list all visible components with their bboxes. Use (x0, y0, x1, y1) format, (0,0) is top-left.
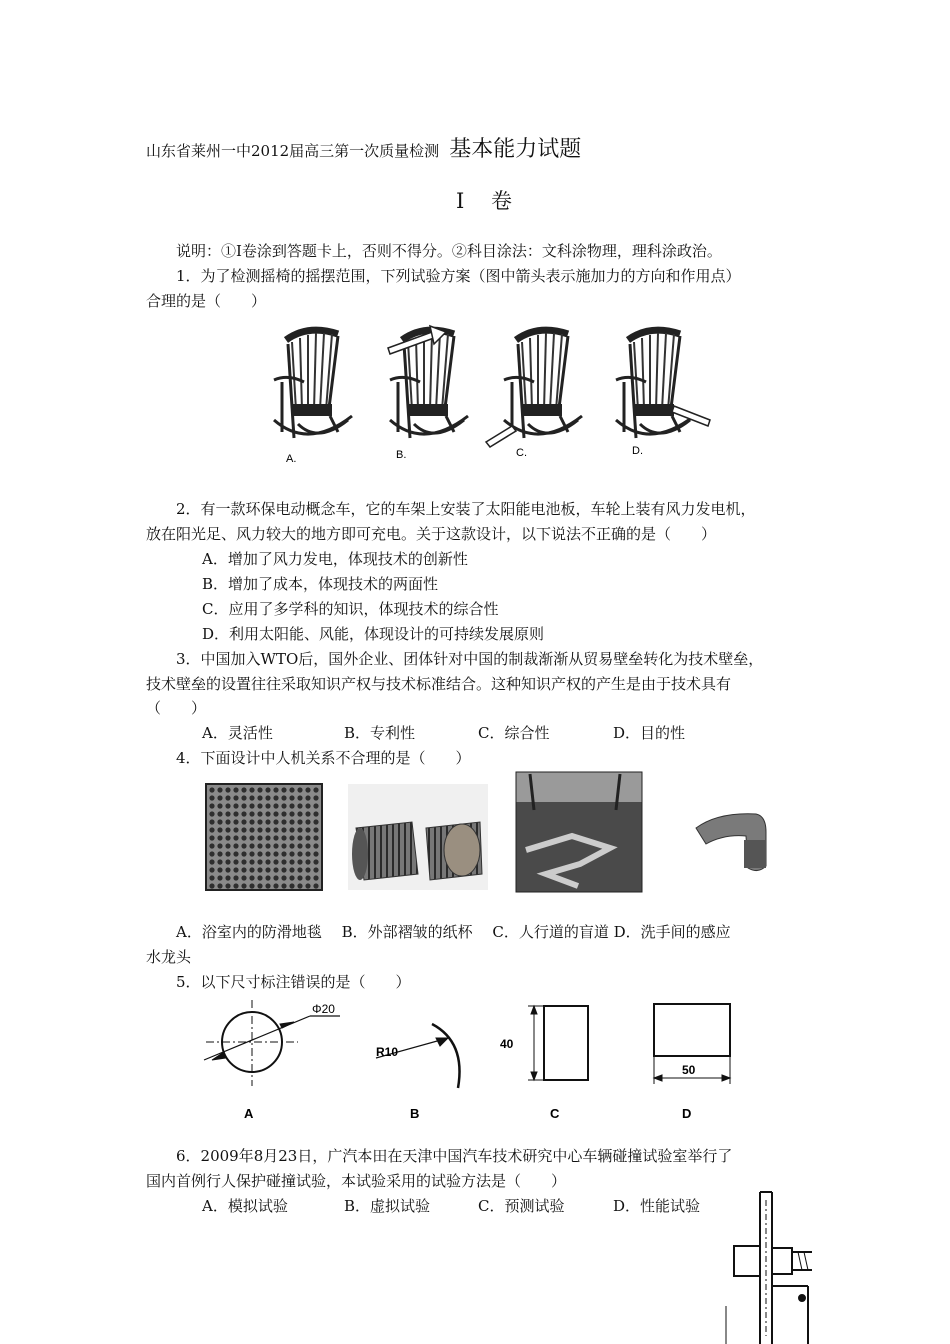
dim-c-text: 40 (500, 1037, 514, 1051)
photo-antislip-mat (206, 784, 322, 890)
chair-label-b: B. (396, 449, 407, 461)
force-arrow-c (486, 426, 516, 447)
dim-d-text: 50 (682, 1063, 696, 1077)
exam-header (146, 137, 582, 162)
force-arrow-d (672, 406, 710, 426)
dim-a-text: Φ20 (312, 1002, 335, 1016)
dim-label-d: D (682, 1106, 692, 1121)
rocking-chair-figure (262, 312, 722, 472)
dim-label-c: C (550, 1106, 560, 1121)
q2-option-c: C．应用了多学科的知识，体现技术的综合性 (202, 600, 499, 618)
q5-text-line1: 5．以下尺寸标注错误的是（ ） (176, 973, 411, 991)
design-photos (200, 770, 800, 898)
q3-option-b: B．专利性 (344, 724, 416, 742)
q6-option-c: C．预测试验 (478, 1197, 565, 1215)
q2-option-b: B．增加了成本，体现技术的两面性 (202, 575, 439, 593)
q3-text-line1: 3．中国加入WTO后，国外企业、团体针对中国的制裁渐渐从贸易壁垒转化为技术壁垒， (176, 650, 764, 668)
q6-text-line1: 6．2009年8月23日，广汽本田在天津中国汽车技术研究中心车辆碰撞试验室举行了 (176, 1147, 733, 1165)
q6-option-b: B．虚拟试验 (344, 1197, 431, 1215)
dim-b-text: R10 (376, 1045, 399, 1059)
q1-text-line2: 合理的是（ ） (146, 292, 267, 310)
photo-sensor-faucet (696, 814, 766, 871)
q6-option-d: D．性能试验 (613, 1197, 701, 1215)
dim-c-rect (528, 1006, 588, 1080)
q2-option-d: D．利用太阳能、风能，体现设计的可持续发展原则 (202, 625, 545, 643)
school-title: 山东省莱州一中2012届高三第一次质量检测 (146, 142, 440, 160)
q3-option-c: C．综合性 (478, 724, 550, 742)
chair-label-c: C. (516, 447, 527, 459)
dimension-figure (190, 994, 760, 1124)
photo-paper-cups (348, 784, 488, 890)
photo-tactile-paving (516, 772, 642, 892)
paper-title: 基本能力试题 (449, 137, 582, 162)
q3-text-line3: （ ） (146, 699, 207, 717)
dim-label-b: B (410, 1106, 420, 1121)
q3-option-d: D．目的性 (613, 724, 686, 742)
q6-text-line2: 国内首例行人保护碰撞试验，本试验采用的试验方法是（ ） (146, 1172, 567, 1190)
volume-title: Ⅰ 卷 (456, 189, 522, 213)
q3-text-line2: 技术壁垒的设置往往采取知识产权与技术标准结合。这种知识产权的产生是由于技术具有 (146, 675, 732, 693)
chair-label-a: A. (286, 453, 297, 465)
q2-text-line1: 2．有一款环保电动概念车，它的车架上安装了太阳能电池板，车轮上装有风力发电机， (176, 500, 756, 518)
q2-text-line2: 放在阳光足、风力较大的地方即可充电。关于这款设计，以下说法不正确的是（ ） (146, 525, 717, 543)
q2-option-a: A．增加了风力发电，体现技术的创新性 (202, 550, 468, 568)
q1-text-line1: 1．为了检测摇椅的摇摆范围，下列试验方案（图中箭头表示施加力的方向和作用点） (176, 267, 741, 285)
q3-option-a: A．灵活性 (202, 724, 273, 742)
mechanical-part-figure (724, 1186, 834, 1344)
instructions: 说明：①Ⅰ卷涂到答题卡上，否则不得分。②科目涂法：文科涂物理，理科涂政治。 (176, 242, 722, 260)
chair-label-d: D. (632, 445, 643, 457)
q4-caption-line2: 水龙头 (146, 948, 192, 966)
q6-option-a: A．模拟试验 (202, 1197, 288, 1215)
q4-text-line1: 4．下面设计中人机关系不合理的是（ ） (176, 749, 471, 767)
dim-label-a: A (244, 1106, 254, 1121)
q4-caption-line1: A．浴室内的防滑地毯 B．外部褶皱的纸杯 C．人行道的盲道 D．洗手间的感应 (176, 923, 731, 941)
